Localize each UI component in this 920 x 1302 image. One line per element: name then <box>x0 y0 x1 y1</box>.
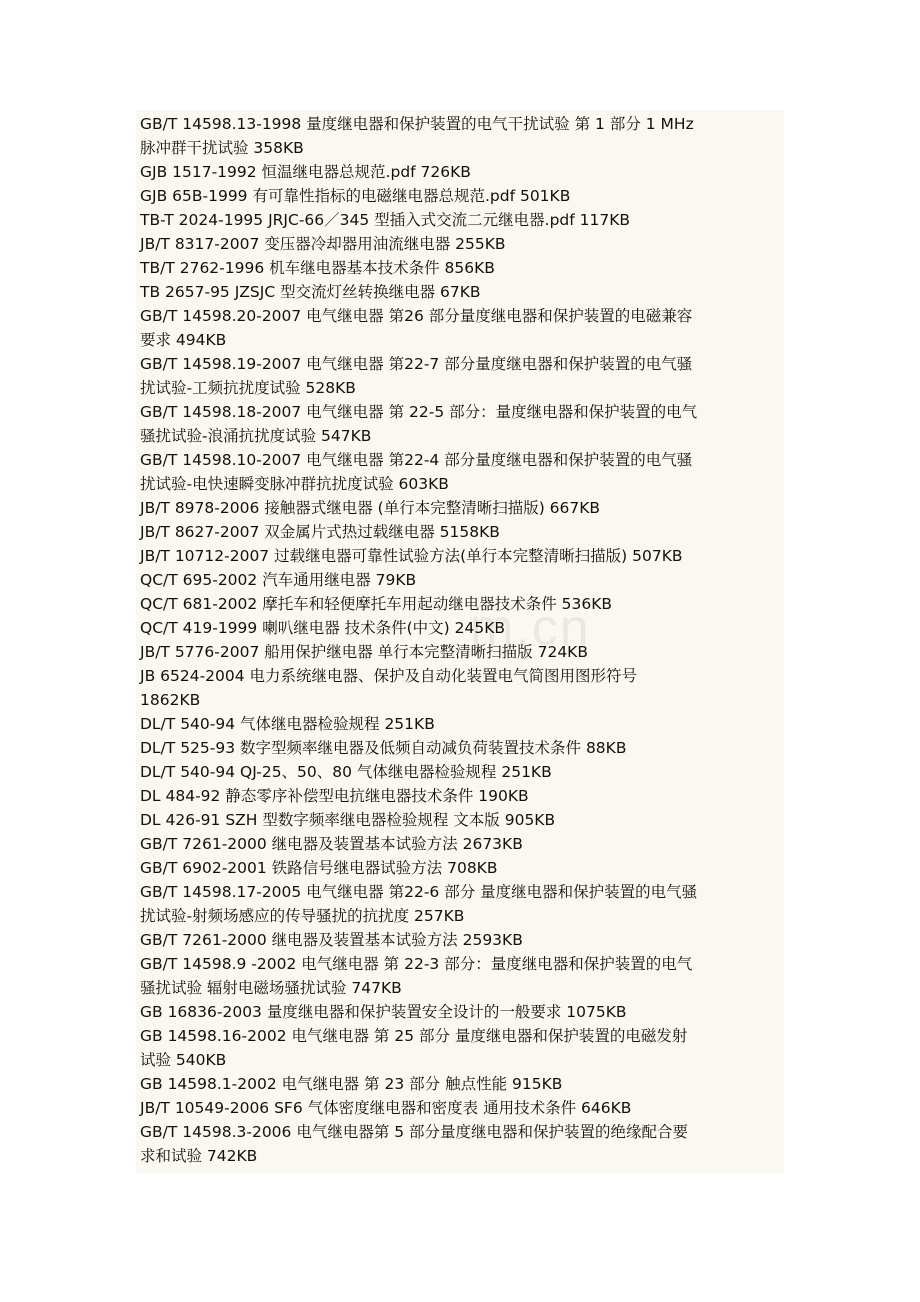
standards-list <box>140 112 780 1168</box>
document-line: JB/T 5776-2007 船用保护继电器 单行本完整清晰扫描版 724KB <box>140 643 588 661</box>
document-line: GB/T 14598.10-2007 电气继电器 第22-4 部分量度继电器和保护装置的电气骚 <box>140 451 693 469</box>
document-line: GB/T 14598.18-2007 电气继电器 第 22-5 部分：量度继电器和保护装置的电气 <box>140 403 698 421</box>
document-line: 试验 540KB <box>140 1051 227 1069</box>
document-line: 骚扰试验-浪涌抗扰度试验 547KB <box>140 427 372 445</box>
document-line: 求和试验 742KB <box>140 1147 258 1165</box>
document-line: GB 16836-2003 量度继电器和保护装置安全设计的一般要求 1075KB <box>140 1003 627 1021</box>
document-line: 扰试验-工频抗扰度试验 528KB <box>140 379 356 397</box>
document-line: TB/T 2762-1996 机车继电器基本技术条件 856KB <box>140 259 495 277</box>
document-line: QC/T 681-2002 摩托车和轻便摩托车用起动继电器技术条件 536KB <box>140 595 613 613</box>
document-line: 扰试验-电快速瞬变脉冲群抗扰度试验 603KB <box>140 475 449 493</box>
document-line: 扰试验-射频场感应的传导骚扰的抗扰度 257KB <box>140 907 465 925</box>
document-line: DL 484-92 静态零序补偿型电抗继电器技术条件 190KB <box>140 787 529 805</box>
document-line: QC/T 695-2002 汽车通用继电器 79KB <box>140 571 417 589</box>
document-line: 1862KB <box>140 691 201 709</box>
document-line: TB-T 2024-1995 JRJC-66／345 型插入式交流二元继电器.pdf 117KB <box>140 211 631 229</box>
document-line: GB/T 14598.3-2006 电气继电器第 5 部分量度继电器和保护装置的绝缘配合要 <box>140 1123 689 1141</box>
document-line: JB/T 8317-2007 变压器冷却器用油流继电器 255KB <box>140 235 506 253</box>
document-line: DL 426-91 SZH 型数字频率继电器检验规程 文本版 905KB <box>140 811 556 829</box>
document-line: 脉冲群干扰试验 358KB <box>140 139 304 157</box>
document-line: JB 6524-2004 电力系统继电器、保护及自动化装置电气简图用图形符号 <box>140 667 638 685</box>
document-line: JB/T 10712-2007 过载继电器可靠性试验方法(单行本完整清晰扫描版) 507KB <box>140 547 683 565</box>
document-line: TB 2657-95 JZSJC 型交流灯丝转换继电器 67KB <box>140 283 481 301</box>
document-line: 骚扰试验 辐射电磁场骚扰试验 747KB <box>140 979 402 997</box>
document-line: GB/T 14598.17-2005 电气继电器 第22-6 部分 量度继电器和保护装置的电气骚 <box>140 883 698 901</box>
document-line: GJB 65B-1999 有可靠性指标的电磁继电器总规范.pdf 501KB <box>140 187 571 205</box>
document-line: DL/T 525-93 数字型频率继电器及低频自动减负荷装置技术条件 88KB <box>140 739 627 757</box>
document-line: DL/T 540-94 QJ-25、50、80 气体继电器检验规程 251KB <box>140 763 552 781</box>
document-line: 要求 494KB <box>140 331 227 349</box>
document-line: GB 14598.1-2002 电气继电器 第 23 部分 触点性能 915KB <box>140 1075 563 1093</box>
document-line: GB/T 14598.13-1998 量度继电器和保护装置的电气干扰试验 第 1 部分 1 MHz <box>140 115 694 133</box>
document-line: QC/T 419-1999 喇叭继电器 技术条件(中文) 245KB <box>140 619 506 637</box>
document-line: JB/T 10549-2006 SF6 气体密度继电器和密度表 通用技术条件 646KB <box>140 1099 632 1117</box>
document-line: GB/T 14598.19-2007 电气继电器 第22-7 部分量度继电器和保护装置的电气骚 <box>140 355 693 373</box>
document-line: GB/T 14598.9 -2002 电气继电器 第 22-3 部分：量度继电器和保护装置的电气 <box>140 955 693 973</box>
document-line: GJB 1517-1992 恒温继电器总规范.pdf 726KB <box>140 163 471 181</box>
document-line: GB/T 14598.20-2007 电气继电器 第26 部分量度继电器和保护装置的电磁兼容 <box>140 307 693 325</box>
document-line: GB/T 6902-2001 铁路信号继电器试验方法 708KB <box>140 859 498 877</box>
document-line: GB 14598.16-2002 电气继电器 第 25 部分 量度继电器和保护装置的电磁发射 <box>140 1027 688 1045</box>
document-line: GB/T 7261-2000 继电器及装置基本试验方法 2593KB <box>140 931 523 949</box>
document-line: JB/T 8627-2007 双金属片式热过载继电器 5158KB <box>140 523 500 541</box>
document-line: DL/T 540-94 气体继电器检验规程 251KB <box>140 715 435 733</box>
document-line: GB/T 7261-2000 继电器及装置基本试验方法 2673KB <box>140 835 523 853</box>
document-text-block <box>136 110 784 1173</box>
document-line: JB/T 8978-2006 接触器式继电器 (单行本完整清晰扫描版) 667KB <box>140 499 601 517</box>
